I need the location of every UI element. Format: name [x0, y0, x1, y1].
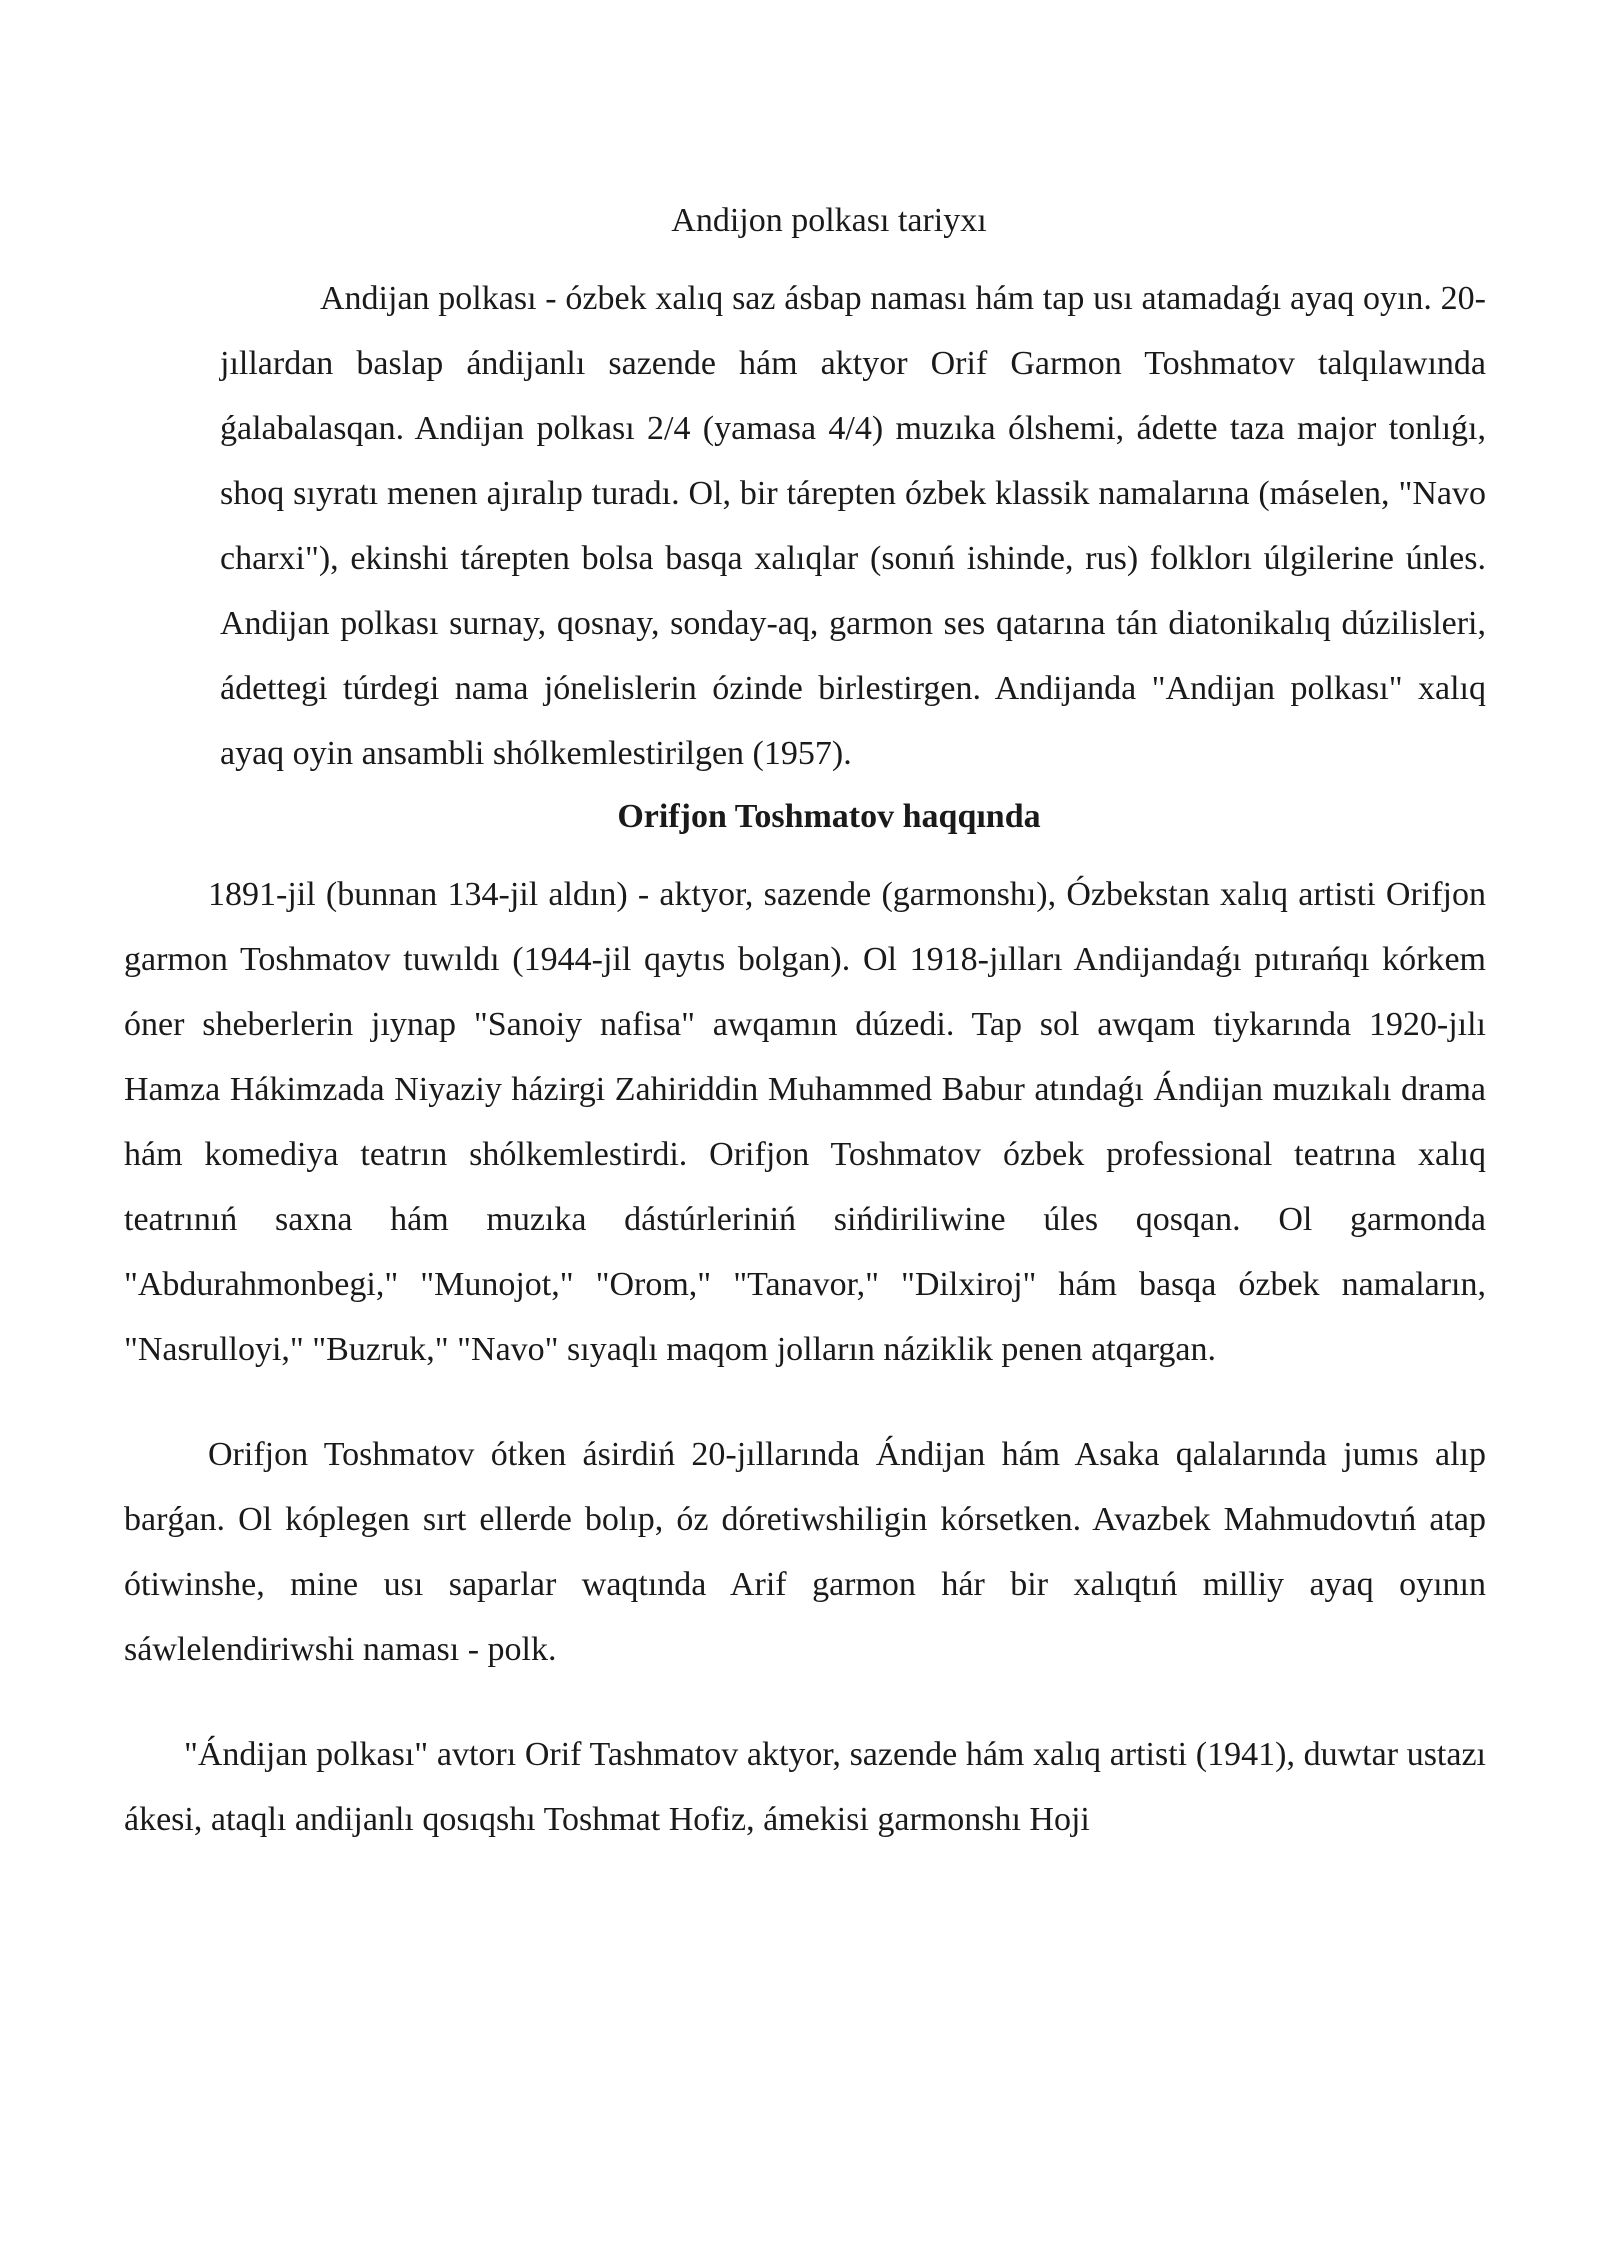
- paragraph-travels: Orifjon Toshmatov ótken ásirdiń 20-jıllarında Ándijan hám Asaka qalalarında jumıs alıp barǵan. Ol kóplegen sırt ellerde bolıp, óz dóretiwshiligin kórsetken. Avazbek Mahmudovtıń atap ótiwinshe, mine usı saparlar waqtında Arif garmon hár bir xalıqtıń milliy ayaq oyının sáwlelendiriwshi naması - polk.: [124, 1436, 1486, 1668]
- paragraph-biography: 1891-jil (bunnan 134-jil aldın) - aktyor, sazende (garmonshı), Ózbekstan xalıq artisti Orifjon garmon Toshmatov tuwıldı (1944-jil qaytıs bolgan). Ol 1918-jılları Andijandaǵı pıtırańqı kórkem óner sheberlerin jıynap "Sanoiy nafisa" awqamın dúzedi. Tap sol awqam tiykarında 1920-jılı Hamza Hákimzada Niyaziy házirgi Zahiriddin Muhammed Babur atındaǵı Ándijan muzıkalı drama hám komediya teatrın shólkemlestirdi. Orifjon Toshmatov ózbek professional teatrına xalıq teatrınıń saxna hám muzıka dástúrleriniń sińdiriliwine úles qosqan. Ol garmonda "Abdurahmonbegi," "Munojot," "Orom," "Tanavor," "Dilxiroj" hám basqa ózbek namaların, "Nasrulloyi," "Buzruk," "Navo" sıyaqlı maqom jolların náziklik penen atqargan.: [124, 876, 1486, 1368]
- document-content: [124, 196, 1486, 1852]
- document-title: Andijon polkası tariyxı: [671, 202, 987, 239]
- section-heading: Orifjon Toshmatov haqqında: [617, 798, 1041, 835]
- paragraph-author: "Ándijan polkası" avtorı Orif Tashmatov aktyor, sazende hám xalıq artisti (1941), duwtar ustazı ákesi, ataqlı andijanlı qosıqshı Toshmat Hofiz, ámekisi garmonshı Hoji: [124, 1736, 1486, 1838]
- paragraph-history: Andijan polkası - ózbek xalıq saz ásbap naması hám tap usı atamadaǵı ayaq oyın. 20-jıllardan baslap ándijanlı sazende hám aktyor Orif Garmon Toshmatov talqılawında ǵalabalasqan. Andijan polkası 2/4 (yamasa 4/4) muzıka ólshemi, ádette taza major tonlıǵı, shoq sıyratı menen ajıralıp turadı. Ol, bir tárepten ózbek klassik namalarına (máselen, "Navo charxi"), ekinshi tárepten bolsa basqa xalıqlar (sonıń ishinde, rus) folklorı úlgilerine únles. Andijan polkası surnay, qosnay, sonday-aq, garmon ses qatarına tán diatonikalıq dúzilisleri, ádettegi túrdegi nama jónelislerin ózinde birlestirgen. Andijanda "Andijan polkası" xalıq ayaq oyin ansambli shólkemlestirilgen (1957).: [220, 280, 1486, 772]
